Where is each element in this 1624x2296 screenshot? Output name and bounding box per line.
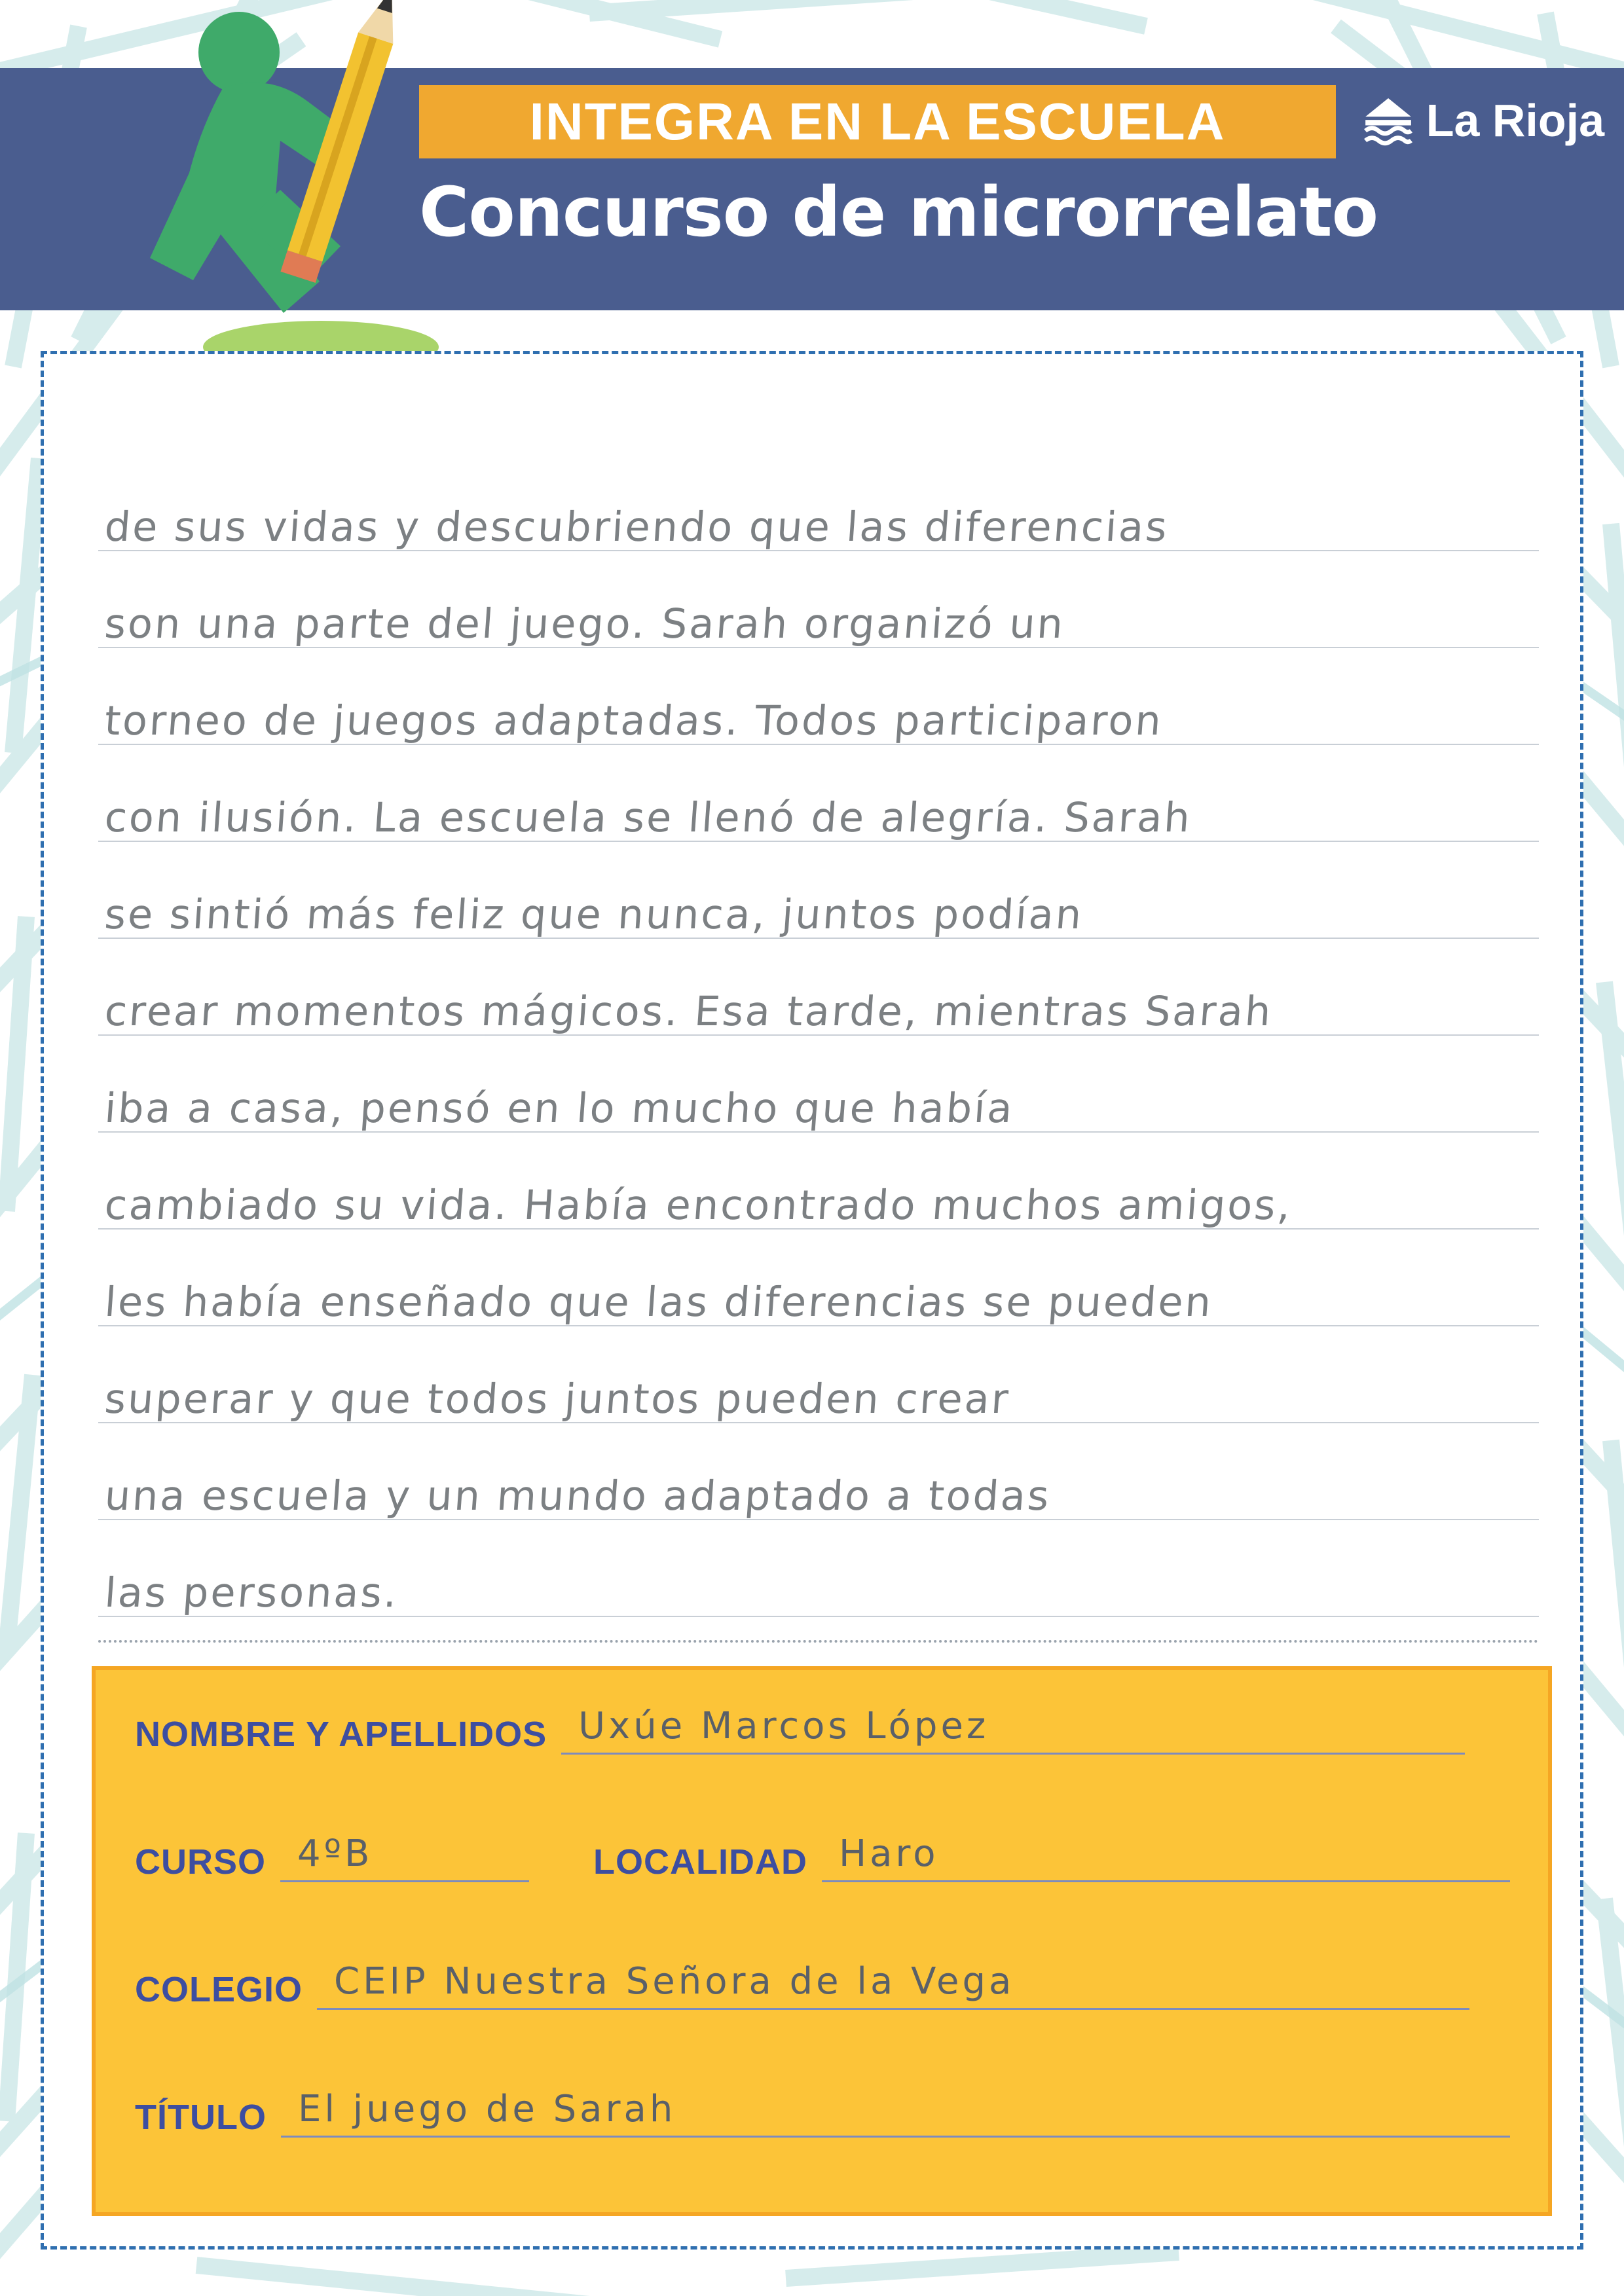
field-localidad[interactable] (593, 1832, 1510, 1882)
story-line: cambiado su vida. Había encontrado muchos amigos, (103, 1181, 1294, 1229)
field-input-colegio[interactable] (317, 1960, 1469, 2010)
story-line: las personas. (103, 1569, 401, 1616)
story-writing-area (98, 458, 1539, 1624)
banner-title-bar (419, 85, 1336, 158)
field-value: Haro (838, 1832, 939, 1875)
field-label: NOMBRE Y APELLIDOS (135, 1715, 547, 1754)
la-rioja-logo (1361, 94, 1604, 147)
story-line: superar y que todos juntos pueden crear (103, 1375, 1012, 1423)
contest-title-wrap (419, 166, 1572, 258)
field-colegio[interactable] (135, 1960, 1510, 2010)
story-line: son una parte del juego. Sarah organizó un (103, 600, 1067, 647)
field-input-titulo[interactable] (281, 2088, 1510, 2138)
story-line: una escuela y un mundo adaptado a todas (103, 1472, 1053, 1520)
field-value: El juego de Sarah (297, 2088, 676, 2130)
la-rioja-label: La Rioja (1426, 95, 1604, 146)
story-line: les había enseñado que las diferencias se pueden (103, 1278, 1215, 1326)
field-input-localidad[interactable] (822, 1832, 1510, 1882)
field-value: Uxúe Marcos López (578, 1705, 989, 1747)
field-input-curso[interactable] (280, 1832, 529, 1882)
field-label: CURSO (135, 1842, 267, 1882)
story-line: con ilusión. La escuela se llenó de alegría. Sarah (103, 793, 1194, 841)
story-line: iba a casa, pensó en lo mucho que había (103, 1084, 1016, 1132)
la-rioja-logo-icon (1361, 95, 1416, 146)
field-value: 4ºB (297, 1832, 373, 1875)
story-line: se sintió más feliz que nunca, juntos podían (103, 890, 1085, 938)
story-line: crear momentos mágicos. Esa tarde, mientras Sarah (103, 987, 1275, 1035)
contest-title: Concurso de microrrelato (419, 172, 1378, 252)
field-nombre-y-apellidos[interactable] (135, 1705, 1510, 1755)
story-line: de sus vidas y descubriendo que las diferencias (103, 503, 1171, 551)
field-label: COLEGIO (135, 1970, 303, 2009)
field-label: LOCALIDAD (593, 1842, 807, 1882)
field-label: TÍTULO (135, 2098, 267, 2137)
section-divider (98, 1640, 1539, 1643)
participant-details-form (92, 1666, 1552, 2216)
field-value: CEIP Nuestra Señora de la Vega (334, 1960, 1015, 2003)
story-line: torneo de juegos adaptadas. Todos participaron (103, 697, 1165, 744)
runner-with-pencil-icon (124, 0, 491, 373)
field-input-nombre[interactable] (561, 1705, 1465, 1755)
field-titulo[interactable] (135, 2088, 1510, 2138)
banner-title: INTEGRA EN LA ESCUELA (529, 92, 1226, 151)
